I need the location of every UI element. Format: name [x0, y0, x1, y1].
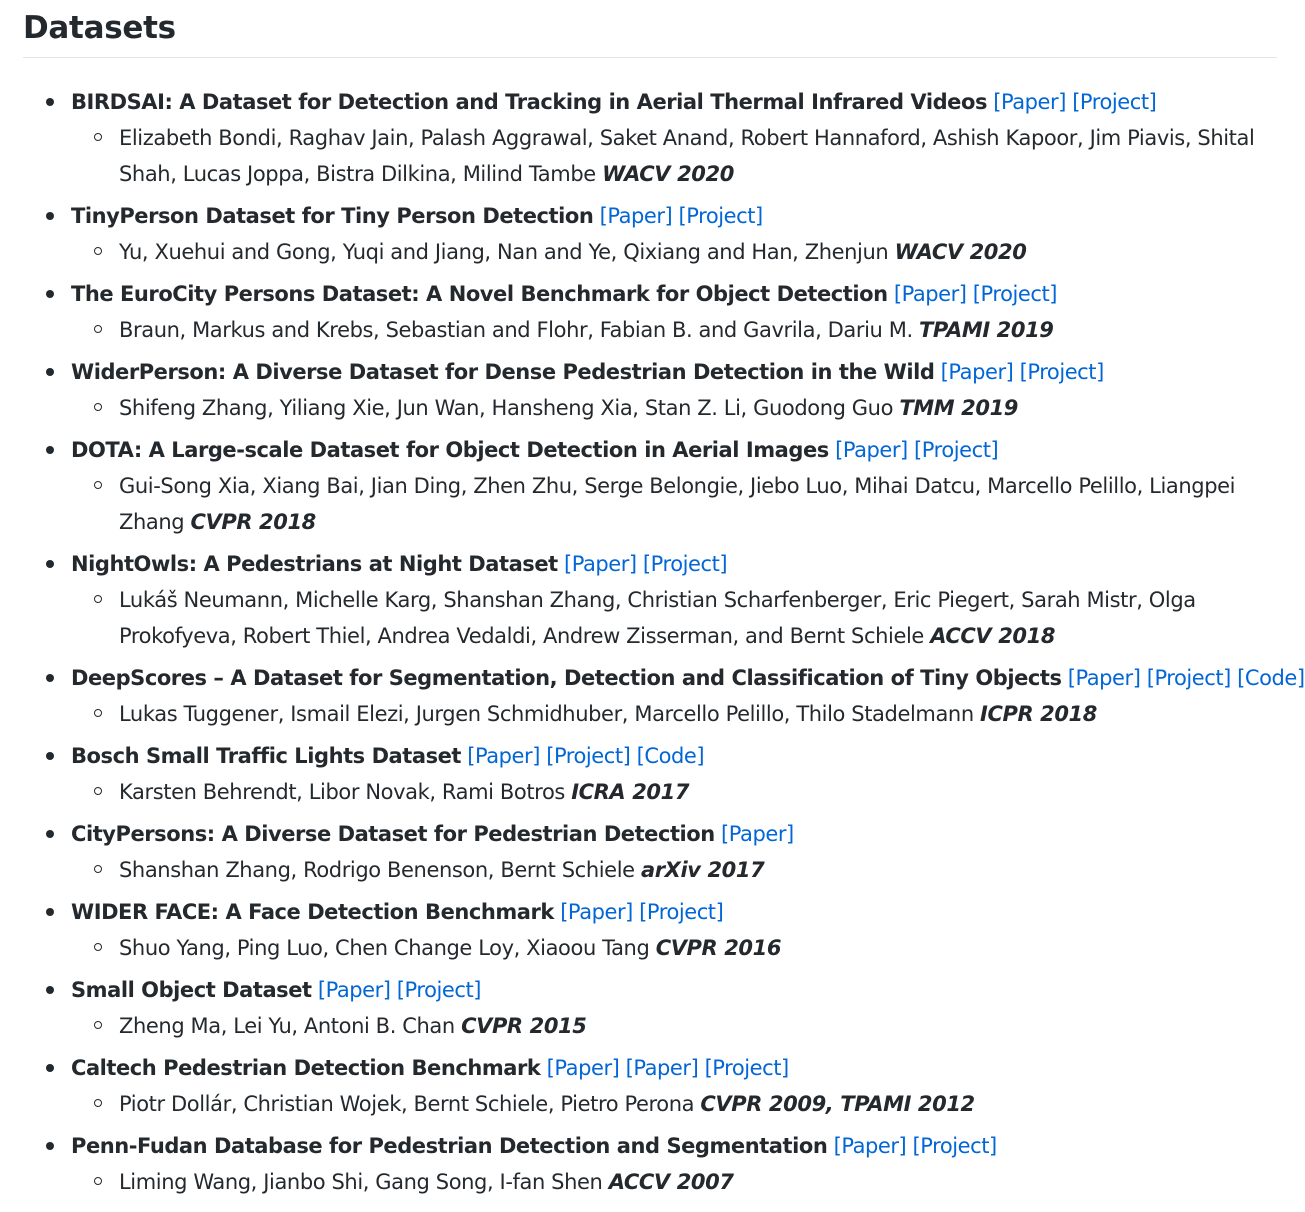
dataset-authors-line [71, 852, 1277, 888]
dataset-title: Small Object Dataset [71, 978, 312, 1002]
dataset-entry [0, 816, 1277, 888]
dataset-title-line [71, 816, 1277, 852]
section-heading: Datasets [23, 10, 176, 46]
paper-link[interactable]: [Paper] [940, 360, 1014, 384]
dataset-authors-line [71, 390, 1277, 426]
project-link[interactable]: [Project] [972, 282, 1057, 306]
dataset-title-line [71, 546, 1277, 582]
circle-bullet-icon [94, 481, 102, 489]
bullet-icon [46, 674, 54, 682]
dataset-authors-line [71, 1164, 1277, 1200]
dataset-entry [0, 432, 1277, 540]
dataset-entry [0, 738, 1277, 810]
dataset-venue: ICPR 2018 [980, 702, 1097, 726]
code-link[interactable]: [Code] [1237, 666, 1305, 690]
dataset-authors: Liming Wang, Jianbo Shi, Gang Song, I-fan Shen [119, 1170, 603, 1194]
dataset-authors: Piotr Dollár, Christian Wojek, Bernt Schiele, Pietro Perona [119, 1092, 695, 1116]
circle-bullet-icon [94, 1099, 102, 1107]
circle-bullet-icon [94, 1177, 102, 1185]
paper-link[interactable]: [Paper] [721, 822, 794, 846]
dataset-list [0, 84, 1305, 1206]
project-link[interactable]: [Project] [678, 204, 763, 228]
dataset-authors-line [71, 234, 1277, 270]
project-link[interactable]: [Project] [1072, 90, 1157, 114]
dataset-title: Caltech Pedestrian Detection Benchmark [71, 1056, 541, 1080]
bullet-icon [46, 830, 54, 838]
project-link[interactable]: [Project] [546, 744, 631, 768]
dataset-venue: ACCV 2007 [608, 1170, 734, 1194]
bullet-icon [46, 986, 54, 994]
paper-link[interactable]: [Paper] [833, 1134, 907, 1158]
bullet-icon [46, 98, 54, 106]
dataset-entry [0, 1050, 1277, 1122]
dataset-authors-line [71, 312, 1277, 348]
dataset-title: DOTA: A Large-scale Dataset for Object Detection in Aerial Images [71, 438, 829, 462]
bullet-icon [46, 290, 54, 298]
dataset-authors: Zheng Ma, Lei Yu, Antoni B. Chan [119, 1014, 455, 1038]
dataset-title-line [71, 1128, 1277, 1164]
paper-link[interactable]: [Paper] [993, 90, 1066, 114]
project-link[interactable]: [Project] [1146, 666, 1231, 690]
dataset-title-line [71, 660, 1305, 696]
project-link[interactable]: [Project] [914, 438, 999, 462]
dataset-authors-line [71, 1086, 1277, 1122]
dataset-authors: Gui-Song Xia, Xiang Bai, Jian Ding, Zhen Zhu, Serge Belongie, Jiebo Luo, Mihai Datcu, Marcello Pelillo, Liangpei Zhang [119, 474, 1236, 534]
paper-link[interactable]: [Paper] [317, 978, 391, 1002]
dataset-venue: ACCV 2018 [930, 624, 1056, 648]
dataset-venue: TMM 2019 [899, 396, 1019, 420]
dataset-title-line [71, 354, 1277, 390]
dataset-venue: WACV 2020 [894, 240, 1027, 264]
dataset-entry [0, 660, 1305, 732]
dataset-title-line [71, 276, 1277, 312]
dataset-venue: CVPR 2016 [655, 936, 782, 960]
paper-link[interactable]: [Paper] [467, 744, 540, 768]
circle-bullet-icon [94, 1021, 102, 1029]
bullet-icon [46, 446, 54, 454]
circle-bullet-icon [94, 403, 102, 411]
circle-bullet-icon [94, 865, 102, 873]
dataset-title: WIDER FACE: A Face Detection Benchmark [71, 900, 554, 924]
dataset-title-line [71, 972, 1277, 1008]
bullet-icon [46, 1064, 54, 1072]
dataset-title: DeepScores – A Dataset for Segmentation, Detection and Classification of Tiny Objects [71, 666, 1062, 690]
dataset-title-line [71, 432, 1277, 468]
paper-link[interactable]: [Paper] [835, 438, 908, 462]
dataset-venue: arXiv 2017 [640, 858, 765, 882]
dataset-entry [0, 546, 1277, 654]
dataset-title: CityPersons: A Diverse Dataset for Pedestrian Detection [71, 822, 715, 846]
dataset-authors-line [71, 468, 1277, 540]
circle-bullet-icon [94, 133, 102, 141]
dataset-venue: CVPR 2018 [190, 510, 316, 534]
paper-link[interactable]: [Paper] [625, 1056, 699, 1080]
circle-bullet-icon [94, 247, 102, 255]
project-link[interactable]: [Project] [642, 552, 728, 576]
dataset-title-line [71, 894, 1277, 930]
project-link[interactable]: [Project] [912, 1134, 997, 1158]
dataset-authors: Shanshan Zhang, Rodrigo Benenson, Bernt Schiele [119, 858, 635, 882]
dataset-venue: TPAMI 2019 [919, 318, 1054, 342]
dataset-title: BIRDSAI: A Dataset for Detection and Tracking in Aerial Thermal Infrared Videos [71, 90, 987, 114]
dataset-authors: Lukas Tuggener, Ismail Elezi, Jurgen Schmidhuber, Marcello Pelillo, Thilo Stadelmann [119, 702, 974, 726]
dataset-venue: ICRA 2017 [571, 780, 690, 804]
project-link[interactable]: [Project] [639, 900, 724, 924]
dataset-entry [0, 894, 1277, 966]
dataset-authors: Lukáš Neumann, Michelle Karg, Shanshan Zhang, Christian Scharfenberger, Eric Piegert, Sarah Mistr, Olga Prokofyeva, Robert Thiel, Andrea Vedaldi, Andrew Zisserman, and Bernt Schiele [119, 588, 1196, 648]
dataset-title: The EuroCity Persons Dataset: A Novel Benchmark for Object Detection [71, 282, 888, 306]
dataset-authors: Shuo Yang, Ping Luo, Chen Change Loy, Xiaoou Tang [119, 936, 650, 960]
project-link[interactable]: [Project] [1019, 360, 1104, 384]
dataset-title-line [71, 84, 1277, 120]
dataset-authors: Shifeng Zhang, Yiliang Xie, Jun Wan, Hansheng Xia, Stan Z. Li, Guodong Guo [119, 396, 894, 420]
circle-bullet-icon [94, 595, 102, 603]
dataset-title: NightOwls: A Pedestrians at Night Dataset [71, 552, 558, 576]
dataset-authors: Yu, Xuehui and Gong, Yuqi and Jiang, Nan and Ye, Qixiang and Han, Zhenjun [119, 240, 889, 264]
dataset-entry [0, 1128, 1277, 1200]
bullet-icon [46, 212, 54, 220]
paper-link[interactable]: [Paper] [546, 1056, 620, 1080]
circle-bullet-icon [94, 943, 102, 951]
dataset-authors-line [71, 582, 1277, 654]
heading-divider [23, 57, 1277, 58]
circle-bullet-icon [94, 787, 102, 795]
bullet-icon [46, 752, 54, 760]
dataset-authors-line [71, 774, 1277, 810]
paper-link[interactable]: [Paper] [599, 204, 673, 228]
bullet-icon [46, 560, 54, 568]
paper-link[interactable]: [Paper] [563, 552, 637, 576]
circle-bullet-icon [94, 325, 102, 333]
dataset-title-line [71, 738, 1277, 774]
circle-bullet-icon [94, 709, 102, 717]
dataset-title-line [71, 1050, 1277, 1086]
bullet-icon [46, 908, 54, 916]
dataset-title: Bosch Small Traffic Lights Dataset [71, 744, 462, 768]
dataset-authors: Karsten Behrendt, Libor Novak, Rami Botros [119, 780, 565, 804]
dataset-venue: CVPR 2015 [461, 1014, 587, 1038]
dataset-entry [0, 972, 1277, 1044]
dataset-venue: WACV 2020 [602, 162, 734, 186]
dataset-entry [0, 198, 1277, 270]
dataset-entry [0, 84, 1277, 192]
dataset-authors-line [71, 696, 1277, 732]
bullet-icon [46, 1142, 54, 1150]
paper-link[interactable]: [Paper] [893, 282, 967, 306]
paper-link[interactable]: [Paper] [560, 900, 633, 924]
paper-link[interactable]: [Paper] [1067, 666, 1141, 690]
dataset-authors: Braun, Markus and Krebs, Sebastian and Flohr, Fabian B. and Gavrila, Dariu M. [119, 318, 913, 342]
bullet-icon [46, 368, 54, 376]
dataset-title: WiderPerson: A Diverse Dataset for Dense Pedestrian Detection in the Wild [71, 360, 935, 384]
dataset-title: Penn-Fudan Database for Pedestrian Detection and Segmentation [71, 1134, 828, 1158]
project-link[interactable]: [Project] [704, 1056, 789, 1080]
dataset-entry [0, 354, 1277, 426]
dataset-authors-line [71, 1008, 1277, 1044]
dataset-authors-line [71, 930, 1277, 966]
dataset-title: TinyPerson Dataset for Tiny Person Detection [71, 204, 594, 228]
dataset-title-line [71, 198, 1277, 234]
code-link[interactable]: [Code] [636, 744, 705, 768]
dataset-authors: Elizabeth Bondi, Raghav Jain, Palash Aggrawal, Saket Anand, Robert Hannaford, Ashish Kapoor, Jim Piavis, Shital Shah, Lucas Joppa, Bistra Dilkina, Milind Tambe [119, 126, 1255, 186]
dataset-entry [0, 276, 1277, 348]
project-link[interactable]: [Project] [396, 978, 481, 1002]
dataset-venue: CVPR 2009, TPAMI 2012 [700, 1092, 975, 1116]
dataset-authors-line [71, 120, 1277, 192]
